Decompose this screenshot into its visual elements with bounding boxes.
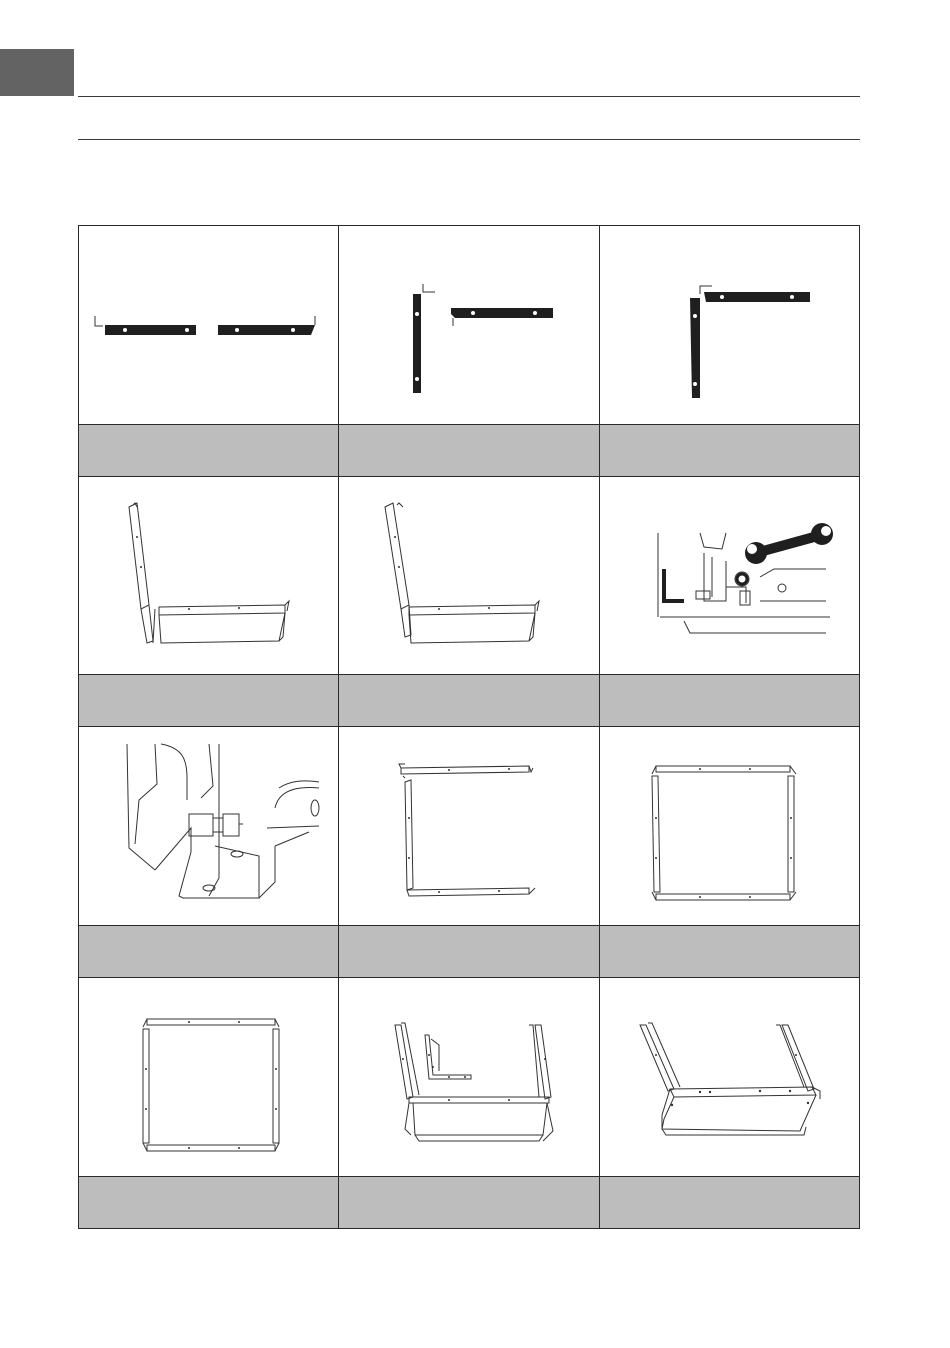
l-frame-open-left-figure xyxy=(79,477,339,674)
step-figure-cell xyxy=(599,476,859,675)
step-caption xyxy=(79,926,339,978)
three-sided-frame-figure xyxy=(339,728,599,925)
step-figure-cell xyxy=(79,476,339,675)
brackets-joined-corner-figure xyxy=(600,226,860,423)
step-caption xyxy=(79,675,339,727)
step-figure-cell xyxy=(599,978,859,1177)
header-rule-top xyxy=(78,96,860,97)
vertical-and-horizontal-bracket-figure xyxy=(339,226,599,423)
step-caption xyxy=(339,675,599,727)
two-horizontal-brackets-figure xyxy=(79,226,339,423)
step-figure-cell xyxy=(339,476,599,675)
step-figure-cell xyxy=(79,978,339,1177)
assembly-steps-table xyxy=(78,225,860,1229)
hex-key-and-wrench-figure xyxy=(600,477,860,674)
header-rule-bottom xyxy=(78,139,860,140)
step-caption xyxy=(599,926,859,978)
step-figure-cell xyxy=(79,727,339,926)
step-caption xyxy=(599,424,859,476)
step-caption xyxy=(79,1176,339,1228)
bolt-and-nut-detail-figure xyxy=(79,728,339,925)
step-figure-cell xyxy=(79,226,339,425)
four-sided-frame-figure xyxy=(600,728,860,925)
step-figure-cell xyxy=(599,226,859,425)
step-figure-cell xyxy=(599,727,859,926)
step-caption xyxy=(339,424,599,476)
square-frame-complete-figure xyxy=(79,979,339,1176)
step-figure-cell xyxy=(339,727,599,926)
assembled-stand-box-figure xyxy=(600,979,860,1176)
frame-with-uprights-figure xyxy=(339,979,599,1176)
step-caption xyxy=(599,675,859,727)
step-caption xyxy=(339,926,599,978)
step-caption xyxy=(599,1176,859,1228)
step-figure-cell xyxy=(339,226,599,425)
page-tab-marker xyxy=(0,49,74,96)
step-caption xyxy=(79,424,339,476)
l-frame-open-right-figure xyxy=(339,477,599,674)
step-caption xyxy=(339,1176,599,1228)
step-figure-cell xyxy=(339,978,599,1177)
